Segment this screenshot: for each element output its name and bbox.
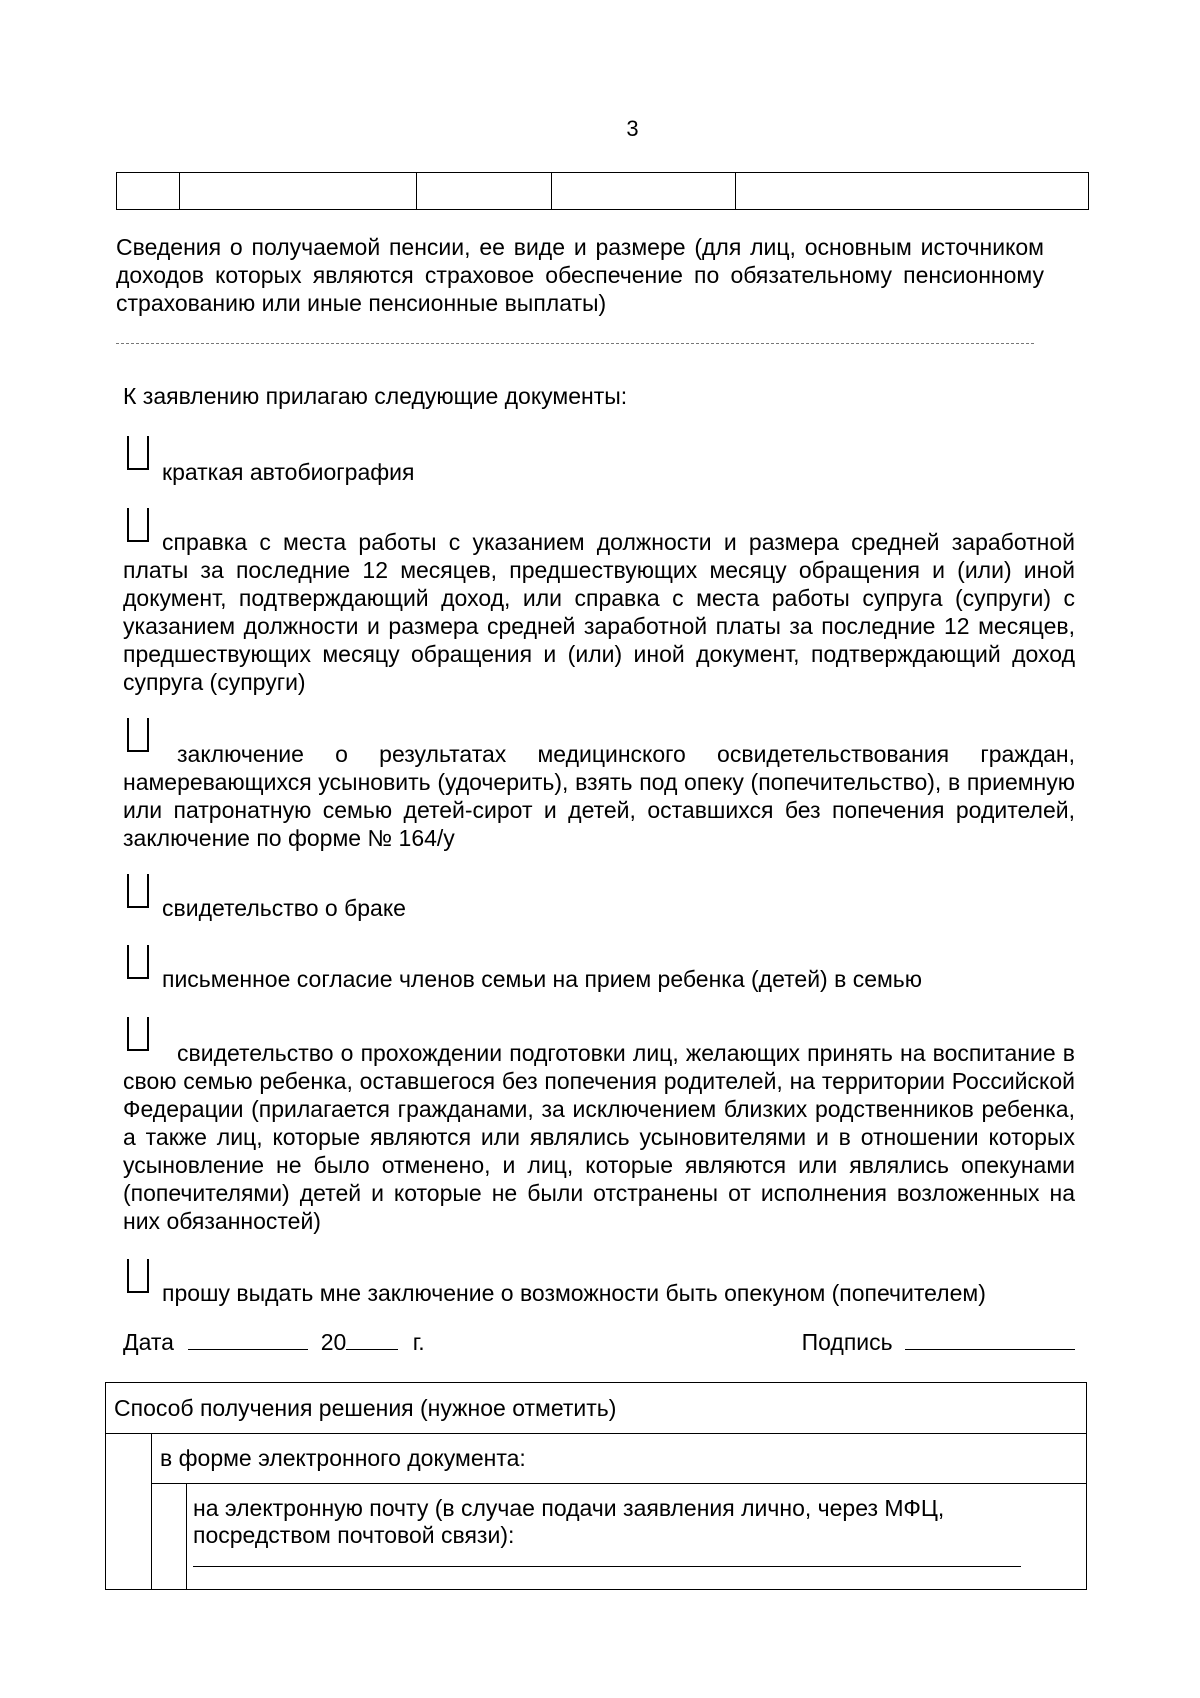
table-cell[interactable] bbox=[179, 173, 417, 209]
option-electronic-row[interactable] bbox=[151, 1434, 1086, 1484]
document-item-family-consent: письменное согласие членов семьи на прием ребенка (детей) в семью bbox=[162, 966, 923, 992]
year-suffix: г. bbox=[412, 1329, 425, 1355]
top-empty-table bbox=[116, 172, 1089, 210]
pension-input-line[interactable] bbox=[116, 343, 1034, 344]
document-item-guardian-conclusion: прошу выдать мне заключение о возможности быть опекуном (попечителем) bbox=[162, 1280, 986, 1306]
table-cell[interactable] bbox=[735, 173, 1088, 209]
document-item-medical-conclusion: заключение о результатах медицинского освидетельствования граждан, намеревающихся усыновить (удочерить), взять под опеку (попечительство), в приемную или патронатную семью детей-сирот и детей, оставшихся без попечения родителей, заключение по форме № 164/у bbox=[123, 741, 1075, 851]
signature-group bbox=[802, 1327, 1075, 1356]
signature-label: Подпись bbox=[801, 1329, 893, 1355]
page-number: 3 bbox=[626, 116, 639, 141]
document-item-training-certificate: свидетельство о прохождении подготовки лиц, желающих принять на воспитание в свою семью ребенка, оставшегося без попечения родителей, на территории Российской Федерации (прилагается гражданами, за исключением близких родственников ребенка, а также лиц, которые являются или являлись усыновителями и в отношении которых усыновление не было отменено, и лиц, которые являются или являлись опекунами (попечителями) детей и которые не были отстранены от исполнения возложенных на них обязанностей) bbox=[123, 1040, 1075, 1234]
email-input-line[interactable] bbox=[193, 1566, 1021, 1567]
document-item-income-certificate: справка с места работы с указанием должности и размера средней заработной платы за последние 12 месяцев, предшествующих месяцу обращения и (или) иной документ, подтверждающий доход, или справка с места работы супруга (супруги) с указанием должности и размера средней заработной платы за последние 12 месяцев, предшествующих месяцу обращения и (или) иной документ, подтверждающий доход супруга (супруги) bbox=[123, 529, 1075, 695]
table-cell[interactable] bbox=[416, 173, 552, 209]
option-electronic-label: в форме электронного документа: bbox=[160, 1445, 526, 1471]
year-prefix: 20 bbox=[320, 1329, 347, 1355]
pension-info-label: Сведения о получаемой пенсии, ее виде и размере (для лиц, основным источником доходов которых являются страховое обеспечение по обязательному пенсионному страхованию или иные пенсионные выплаты) bbox=[116, 234, 1044, 316]
year-input-line[interactable] bbox=[346, 1327, 398, 1350]
decision-method-header bbox=[106, 1383, 1086, 1434]
decision-method-title: Способ получения решения (нужное отметить) bbox=[114, 1395, 617, 1421]
document-item-autobiography: краткая автобиография bbox=[162, 459, 415, 485]
option-email-row bbox=[151, 1484, 1086, 1589]
option-email-cell[interactable] bbox=[186, 1484, 1086, 1589]
signature-input-line[interactable] bbox=[905, 1327, 1075, 1350]
date-input-line[interactable] bbox=[188, 1327, 308, 1350]
decision-method-table bbox=[105, 1382, 1087, 1590]
option-email-label: на электронную почту (в случае подачи заявления лично, через МФЦ, посредством почтовой связи): bbox=[193, 1495, 945, 1548]
document-item-marriage-certificate: свидетельство о браке bbox=[162, 895, 406, 921]
table-cell[interactable] bbox=[117, 173, 180, 209]
date-signature-row bbox=[123, 1327, 1075, 1356]
table-cell[interactable] bbox=[551, 173, 736, 209]
documents-intro: К заявлению прилагаю следующие документы: bbox=[123, 383, 628, 409]
date-label: Дата bbox=[123, 1329, 174, 1355]
